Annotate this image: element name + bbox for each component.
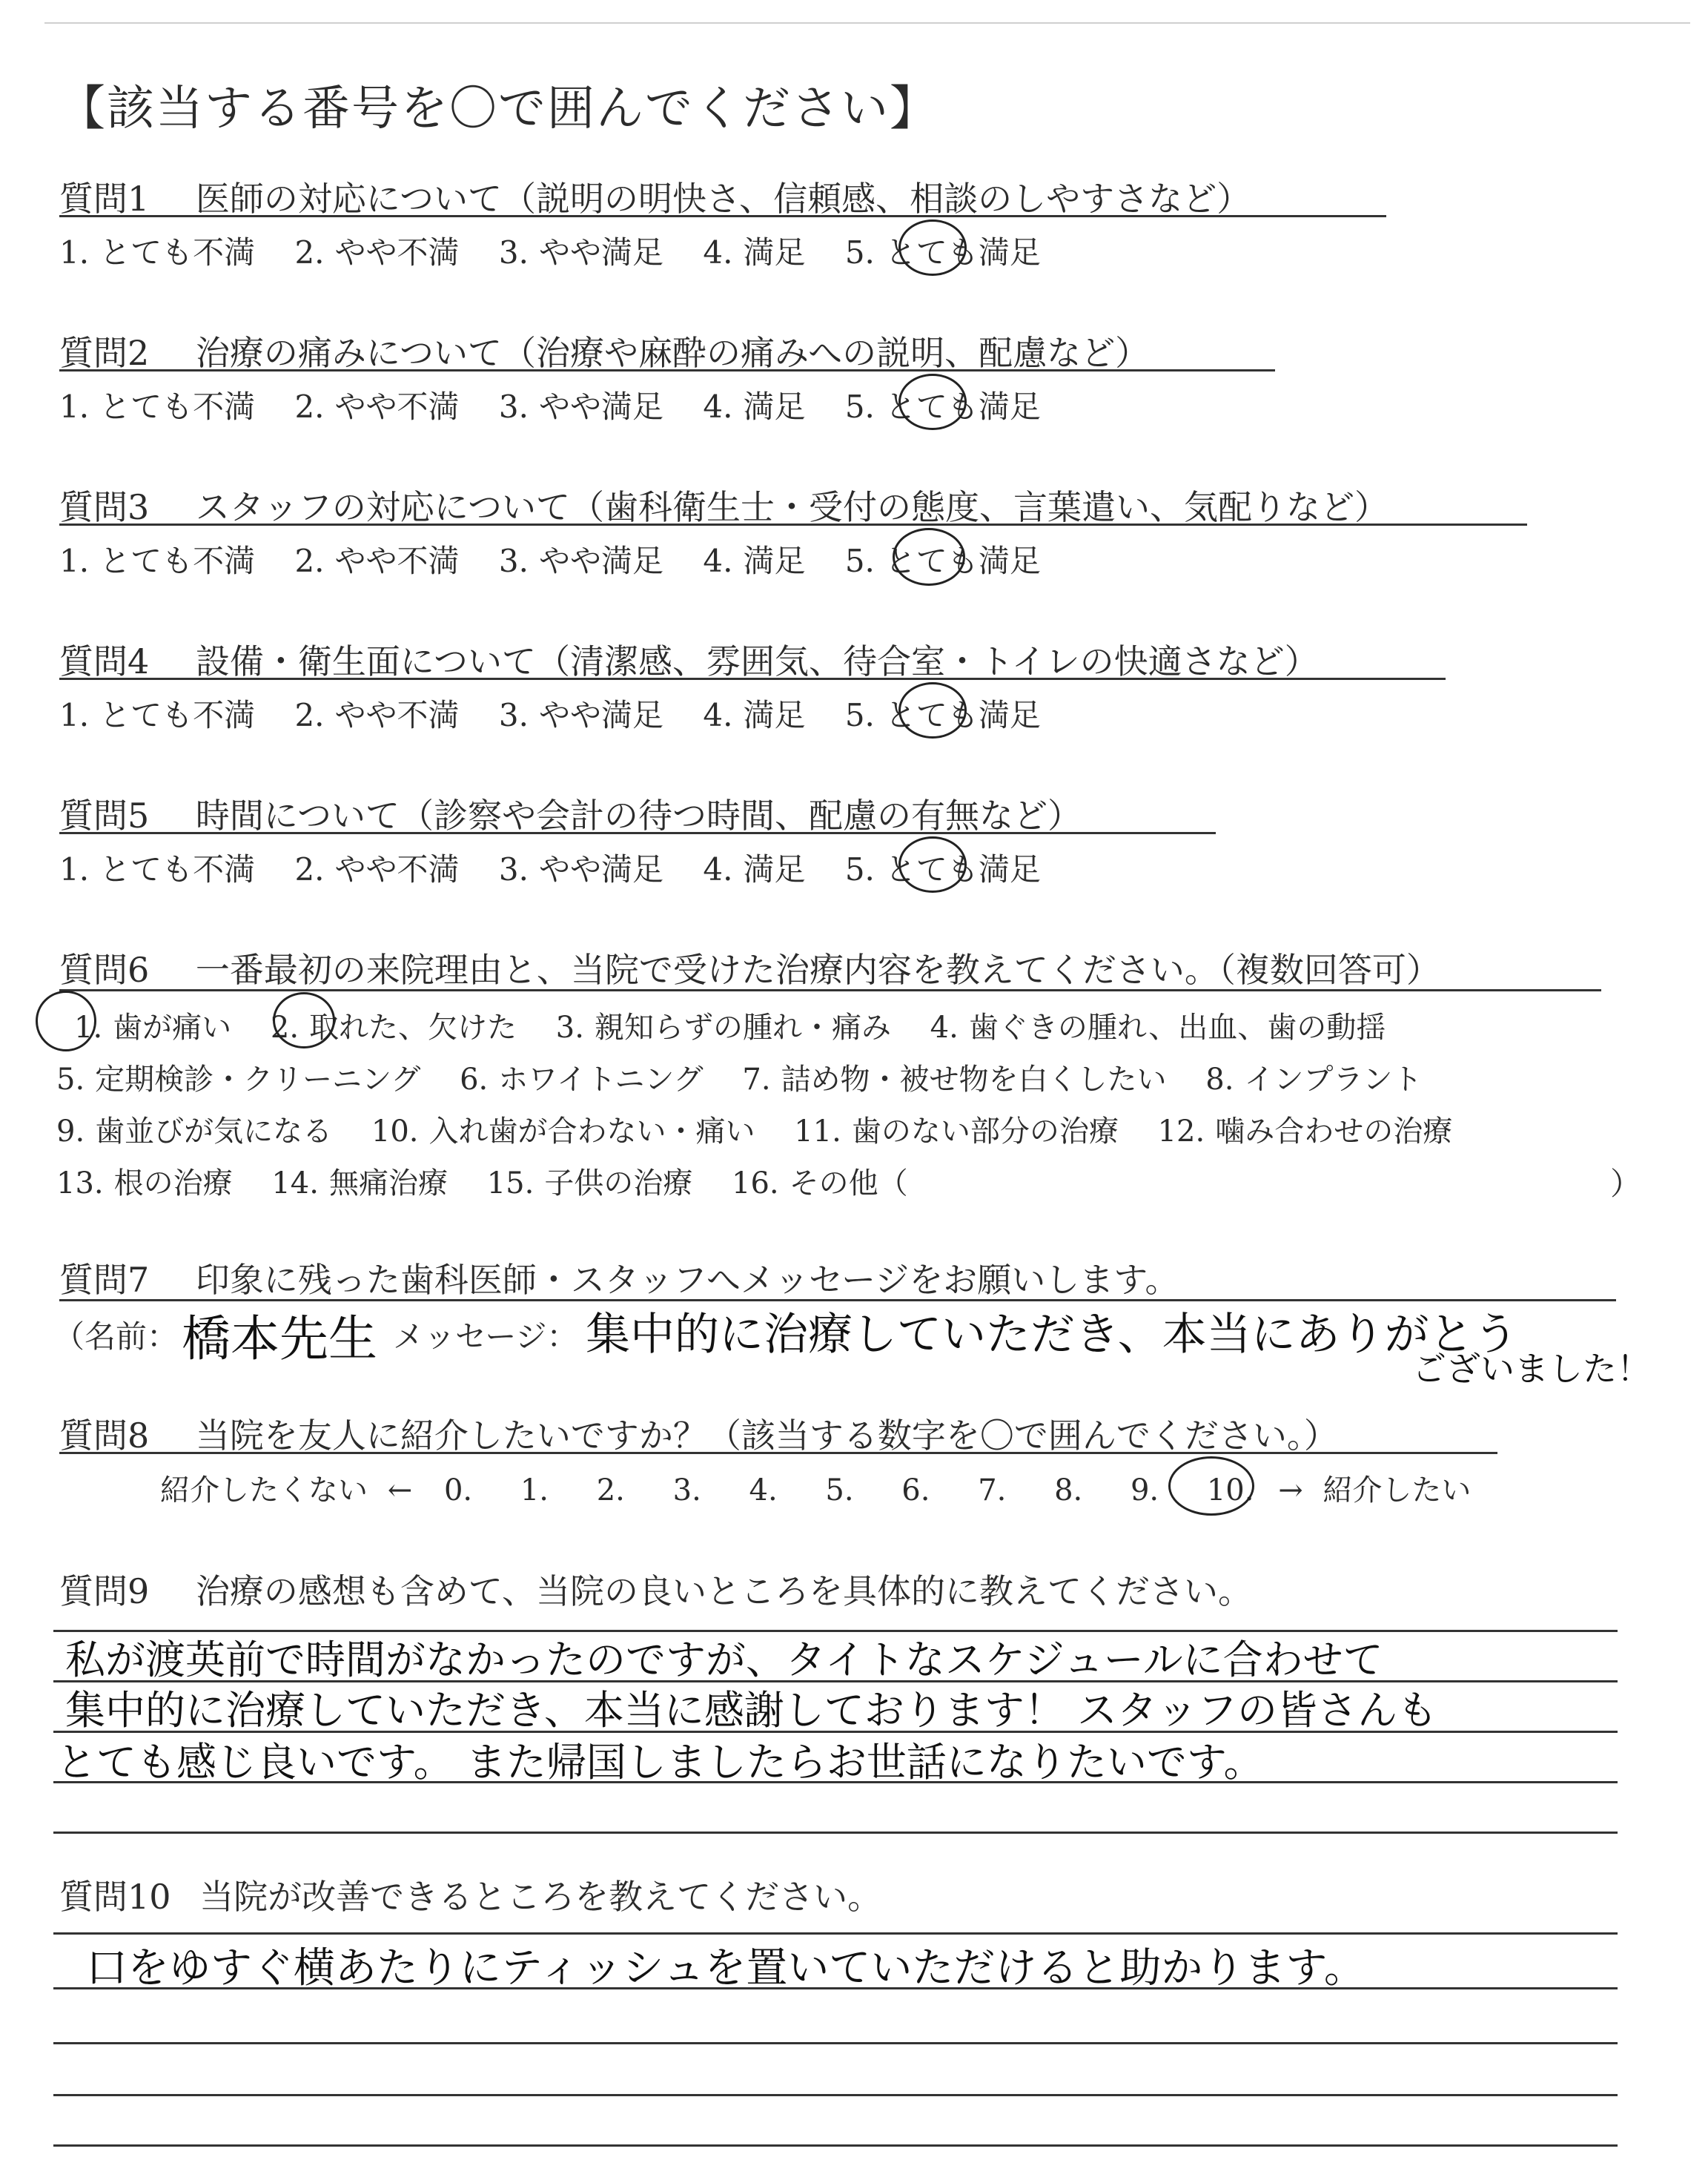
question-10 xyxy=(59,1870,881,1919)
question-7 xyxy=(59,1253,1179,1302)
option-3[interactable]: 3. やや満足 xyxy=(498,697,663,733)
question-10-text: 当院が改善できるところを教えてください。 xyxy=(199,1877,882,1917)
question-4 xyxy=(59,635,1319,684)
option-1[interactable]: 1. とても不満 xyxy=(59,697,256,733)
question-7-text: 印象に残った歯科医師・スタッフへメッセージをお願いします。 xyxy=(195,1260,1179,1300)
answer-line xyxy=(53,2042,1618,2044)
question-2-label: 質問2 xyxy=(59,333,150,373)
option-4[interactable]: 4. 満足 xyxy=(703,697,806,733)
question-9 xyxy=(59,1565,1252,1614)
selection-circle xyxy=(898,682,967,739)
question-4-underline xyxy=(59,678,1446,680)
answer-line xyxy=(53,1932,1618,1935)
score-3[interactable]: 3. xyxy=(672,1473,701,1507)
reason-12[interactable]: 12. 噛み合わせの治療 xyxy=(1157,1114,1453,1149)
q7-message-label: メッセージ： xyxy=(393,1318,578,1355)
option-1[interactable]: 1. とても不満 xyxy=(59,389,256,425)
question-1-text: 医師の対応について（説明の明快さ、信頼感、相談のしやすさなど） xyxy=(195,179,1251,219)
selection-circle xyxy=(898,219,967,276)
q9-answer-line-1[interactable]: 私が渡英前で時間がなかったのですが、タイトなスケジュールに合わせて xyxy=(65,1636,1383,1683)
question-8-text: 当院を友人に紹介したいですか？（該当する数字を〇で囲んでください。） xyxy=(195,1416,1338,1456)
option-2[interactable]: 2. やや不満 xyxy=(294,234,460,271)
option-4[interactable]: 4. 満足 xyxy=(703,234,806,271)
question-8-scale xyxy=(160,1467,1471,1509)
selection-circle xyxy=(36,991,96,1051)
question-6-row-2 xyxy=(56,1056,1452,1098)
question-3-underline xyxy=(59,524,1527,526)
selection-circle xyxy=(893,528,965,586)
q9-answer-line-2[interactable]: 集中的に治療していただき、本当に感謝しております！ スタッフの皆さんも xyxy=(65,1687,1438,1734)
reason-6[interactable]: 6. ホワイトニング xyxy=(460,1063,704,1097)
selection-circle xyxy=(1168,1456,1254,1516)
option-3[interactable]: 3. やや満足 xyxy=(498,389,663,425)
option-3[interactable]: 3. やや満足 xyxy=(498,234,663,271)
reason-7[interactable]: 7. 詰め物・被せ物を白くしたい xyxy=(742,1063,1167,1097)
reason-3[interactable]: 3. 親知らずの腫れ・痛み xyxy=(555,1011,891,1045)
reason-11[interactable]: 11. 歯のない部分の治療 xyxy=(794,1114,1119,1149)
other-close-paren: ） xyxy=(1610,1166,1642,1202)
reason-16[interactable]: 16. その他（ xyxy=(732,1166,908,1200)
score-0[interactable]: 0. xyxy=(443,1473,473,1507)
question-6 xyxy=(59,943,1440,992)
q9-answer-line-3[interactable]: とても感じ良いです。 また帰国しましたらお世話になりたいです。 xyxy=(56,1739,1264,1786)
reason-8[interactable]: 8. インプラント xyxy=(1205,1063,1423,1097)
question-3-label: 質問3 xyxy=(59,487,150,527)
reason-9[interactable]: 9. 歯並びが気になる xyxy=(56,1114,333,1149)
top-border xyxy=(44,22,1690,24)
option-4[interactable]: 4. 満足 xyxy=(703,851,806,888)
question-1 xyxy=(59,172,1251,221)
reason-15[interactable]: 15. 子供の治療 xyxy=(486,1166,693,1200)
score-2[interactable]: 2. xyxy=(596,1473,625,1507)
q7-name-value[interactable]: 橋本先生 xyxy=(182,1310,377,1367)
selection-circle xyxy=(898,836,967,893)
question-9-label: 質問9 xyxy=(59,1571,150,1611)
option-2[interactable]: 2. やや不満 xyxy=(294,543,460,579)
question-6-row-4 xyxy=(56,1160,938,1202)
left-arrow: ← xyxy=(387,1473,413,1507)
score-5[interactable]: 5. xyxy=(825,1473,854,1507)
reason-4[interactable]: 4. 歯ぐきの腫れ、出血、歯の動揺 xyxy=(930,1011,1386,1045)
option-5-selected[interactable]: 5. とても満足 xyxy=(844,234,1041,271)
scale-right-label: 紹介したい xyxy=(1323,1473,1472,1507)
q7-name-label: （名前： xyxy=(53,1318,179,1355)
option-2[interactable]: 2. やや不満 xyxy=(294,389,460,425)
score-8[interactable]: 8. xyxy=(1054,1473,1083,1507)
option-3[interactable]: 3. やや満足 xyxy=(498,851,663,888)
answer-line xyxy=(53,1832,1618,1834)
score-10-selected[interactable]: 10. xyxy=(1206,1473,1254,1507)
option-1[interactable]: 1. とても不満 xyxy=(59,234,256,271)
question-4-text: 設備・衛生面について（清潔感、雰囲気、待合室・トイレの快適さなど） xyxy=(195,641,1319,681)
option-4[interactable]: 4. 満足 xyxy=(703,389,806,425)
question-1-label: 質問1 xyxy=(59,179,150,219)
score-9[interactable]: 9. xyxy=(1130,1473,1159,1507)
question-5-text: 時間について（診察や会計の待つ時間、配慮の有無など） xyxy=(195,796,1082,836)
question-1-underline xyxy=(59,215,1386,217)
question-3-text: スタッフの対応について（歯科衛生士・受付の態度、言葉遣い、気配りなど） xyxy=(195,487,1388,527)
question-7-label: 質問7 xyxy=(59,1260,150,1300)
selection-circle xyxy=(898,374,967,430)
q7-message-line-1[interactable]: 集中的に治療していただき、本当にありがとう xyxy=(586,1309,1518,1361)
option-2[interactable]: 2. やや不満 xyxy=(294,851,460,888)
reason-10[interactable]: 10. 入れ歯が合わない・痛い xyxy=(371,1114,755,1149)
page-heading: 【該当する番号を〇で囲んでください】 xyxy=(58,82,939,136)
question-5-label: 質問5 xyxy=(59,796,150,836)
option-4[interactable]: 4. 満足 xyxy=(703,543,806,579)
option-1[interactable]: 1. とても不満 xyxy=(59,851,256,888)
option-5-selected[interactable]: 5. とても満足 xyxy=(844,543,1041,579)
q10-answer[interactable]: 口をゆすぐ横あたりにティッシュを置いていただけると助かります。 xyxy=(86,1944,1366,1992)
scale-left-label: 紹介したくない xyxy=(160,1473,368,1507)
question-10-label: 質問10 xyxy=(59,1877,171,1917)
answer-line xyxy=(53,2094,1618,2096)
question-5 xyxy=(59,789,1082,838)
question-6-label: 質問6 xyxy=(59,950,150,990)
question-8 xyxy=(59,1409,1338,1458)
question-6-row-3 xyxy=(56,1108,1482,1150)
question-8-underline xyxy=(59,1452,1497,1454)
score-7[interactable]: 7. xyxy=(978,1473,1007,1507)
option-5-selected[interactable]: 5. とても満足 xyxy=(844,851,1041,888)
reason-5[interactable]: 5. 定期検診・クリーニング xyxy=(56,1063,421,1097)
question-4-label: 質問4 xyxy=(59,641,150,681)
option-5-selected[interactable]: 5. とても満足 xyxy=(844,697,1041,733)
reason-2-selected[interactable]: 2. 取れた、欠けた xyxy=(270,1011,517,1045)
question-2-underline xyxy=(59,369,1275,371)
option-1[interactable]: 1. とても不満 xyxy=(59,543,256,579)
question-3 xyxy=(59,480,1388,529)
answer-line xyxy=(53,2144,1618,2147)
reason-1-selected[interactable]: 1. 歯が痛い xyxy=(74,1011,232,1045)
right-arrow: → xyxy=(1278,1473,1303,1507)
question-5-underline xyxy=(59,832,1216,834)
option-2[interactable]: 2. やや不満 xyxy=(294,697,460,733)
score-1[interactable]: 1. xyxy=(520,1473,549,1507)
selection-circle xyxy=(273,992,335,1048)
question-6-text: 一番最初の来院理由と、当院で受けた治療内容を教えてください。（複数回答可） xyxy=(195,950,1440,990)
question-2 xyxy=(59,326,1149,375)
question-8-label: 質問8 xyxy=(59,1416,150,1456)
score-6[interactable]: 6. xyxy=(901,1473,930,1507)
question-9-text: 治療の感想も含めて、当院の良いところを具体的に教えてください。 xyxy=(195,1571,1252,1611)
question-2-text: 治療の痛みについて（治療や麻酔の痛みへの説明、配慮など） xyxy=(195,333,1150,373)
question-6-underline xyxy=(59,989,1601,991)
reason-14[interactable]: 14. 無痛治療 xyxy=(271,1166,448,1200)
option-5-selected[interactable]: 5. とても満足 xyxy=(844,389,1041,425)
reason-13[interactable]: 13. 根の治療 xyxy=(56,1166,233,1200)
q7-message-line-2[interactable]: ございました！ xyxy=(1412,1349,1651,1389)
score-4[interactable]: 4. xyxy=(749,1473,778,1507)
option-3[interactable]: 3. やや満足 xyxy=(498,543,663,579)
